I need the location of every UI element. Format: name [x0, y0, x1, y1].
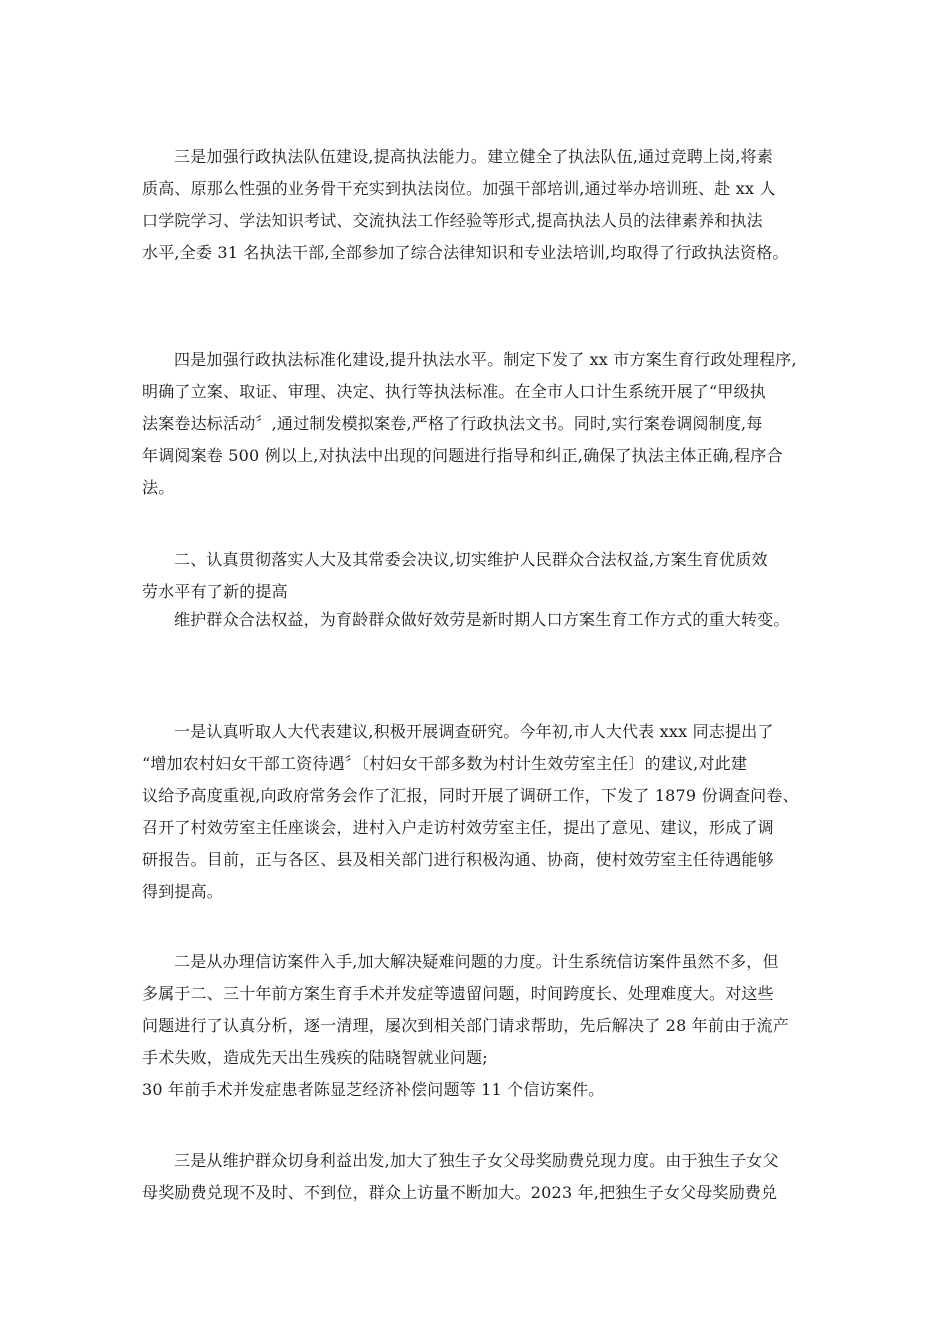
text-line: 研报告。目前，正与各区、县及相关部门进行积极沟通、协商，使村效劳室主任待遇能够 [142, 850, 774, 869]
text-line: 三是从维护群众切身利益出发,加大了独生子女父母奖励费兑现力度。由于独生子女父 [174, 1151, 779, 1170]
text-line: 议给予高度重视,向政府常务会作了汇报，同时开展了调研工作，下发了 1879 份调查问卷、 [142, 786, 799, 805]
text-line: 法。 [142, 478, 175, 497]
text-line: “增加农村妇女干部工资待遇〞〔村妇女干部多数为村计生效劳室主任〕的建议,对此建 [142, 754, 748, 773]
text-line: 一是认真听取人大代表建议,积极开展调查研究。今年初,市人大代表 xxx 同志提出了 [174, 722, 774, 741]
section-heading-line: 劳水平有了新的提高 [142, 582, 288, 601]
paragraph-deputy-suggestions [142, 716, 810, 908]
paragraph-standardization [142, 344, 810, 504]
text-line: 手术失败，造成先天出生残疾的陆晓智就业问题; [142, 1048, 488, 1067]
paragraph-law-enforcement-team [142, 141, 810, 269]
text-line: 法案卷达标活动〞,通过制发模拟案卷,严格了行政执法文书。同时,实行案卷调阅制度,每 [142, 414, 763, 433]
text-line: 年调阅案卷 500 例以上,对执法中出现的问题进行指导和纠正,确保了执法主体正确,程序合 [142, 446, 783, 465]
text-line: 四是加强行政执法标准化建设,提升执法水平。制定下发了 xx 市方案生育行政处理程序, [174, 350, 797, 369]
text-line: 口学院学习、学法知识考试、交流执法工作经验等形式,提高执法人员的法律素养和执法 [142, 211, 763, 230]
paragraph-petition-cases [142, 946, 810, 1106]
paragraph-only-child-rewards [142, 1145, 810, 1209]
text-line: 召开了村效劳室主任座谈会，进村入户走访村效劳室主任，提出了意见、建议，形成了调 [142, 818, 774, 837]
section-heading-line: 二、认真贯彻落实人大及其常委会决议,切实维护人民群众合法权益,方案生育优质效 [174, 550, 768, 569]
text-line: 得到提高。 [142, 882, 224, 901]
paragraph-section-two-heading [142, 544, 810, 636]
text-line: 问题进行了认真分析，逐一清理，屡次到相关部门请求帮助，先后解决了 28 年前由于流产 [142, 1016, 789, 1035]
text-line: 维护群众合法权益，为育龄群众做好效劳是新时期人口方案生育工作方式的重大转变。 [174, 610, 790, 629]
text-line: 30 年前手术并发症患者陈显芝经济补偿问题等 11 个信访案件。 [142, 1080, 605, 1099]
text-line: 质高、原那么性强的业务骨干充实到执法岗位。加强干部培训,通过举办培训班、赴 xx 人 [142, 179, 776, 198]
text-line: 三是加强行政执法队伍建设,提高执法能力。建立健全了执法队伍,通过竞聘上岗,将素 [174, 147, 774, 166]
text-line: 明确了立案、取证、审理、决定、执行等执法标准。在全市人口计生系统开展了“甲级执 [142, 382, 766, 401]
text-line: 多属于二、三十年前方案生育手术并发症等遗留问题，时间跨度长、处理难度大。对这些 [142, 984, 774, 1003]
text-line: 水平,全委 31 名执法干部,全部参加了综合法律知识和专业法培训,均取得了行政执法资格。 [142, 243, 789, 262]
text-line: 二是从办理信访案件入手,加大解决疑难问题的力度。计生系统信访案件虽然不多，但 [174, 952, 779, 971]
text-line: 母奖励费兑现不及时、不到位，群众上访量不断加大。2023 年,把独生子女父母奖励费兑 [142, 1183, 778, 1202]
